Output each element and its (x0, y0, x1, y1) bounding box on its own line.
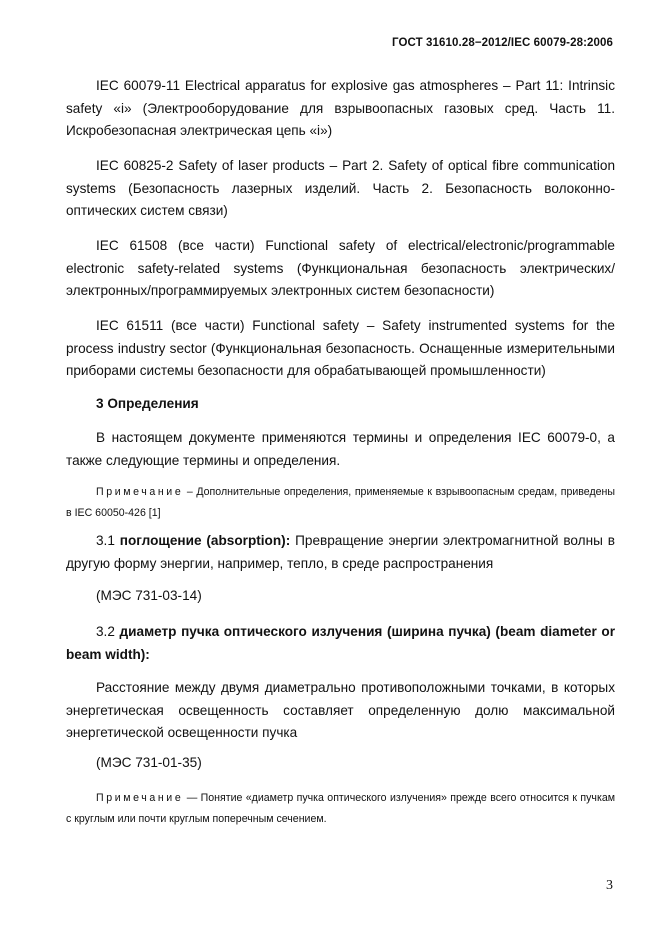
definition-text: Превращение энергии электромагнитной волны в другую форму энергии, например, тепло, в среде распространения (66, 533, 615, 571)
reference-iec-60825-2: IEC 60825-2 Safety of laser products – Part 2. Safety of optical fibre communication systems (Безопасность лазерных изделий. Часть 2. Безопасность волоконно-оптических систем связи) (66, 158, 615, 218)
page-header-standard: ГОСТ 31610.28−2012/IEC 60079-28:2006 (392, 37, 613, 49)
reference-iec-60079-11: IEC 60079-11 Electrical apparatus for explosive gas atmospheres – Part 11: Intrinsic safety «i» (Электрооборудование для взрывоопасных газовых сред. Часть 11. Искробезопасная электрическая цепь «i») (66, 78, 615, 138)
note-label: Примечание (96, 486, 184, 498)
section-heading-definitions: 3 Определения (96, 396, 199, 411)
definition-3-2-text: Расстояние между двумя диаметрально противоположными точками, в которых энергетическая освещенность составляет определенную долю максимальной энергетической освещенности пучка (66, 680, 615, 740)
definition-number: 3.2 (96, 624, 120, 639)
note-additional-definitions (66, 482, 615, 524)
definition-term: диаметр пучка оптического излучения (ширина пучка) (beam diameter or beam width): (66, 624, 615, 662)
note-beam-diameter (66, 788, 615, 830)
page-number: 3 (606, 878, 613, 893)
definition-3-2 (66, 621, 615, 666)
definition-number: 3.1 (96, 533, 120, 548)
reference-iec-61508: IEC 61508 (все части) Functional safety of electrical/electronic/programmable electronic safety-related systems (Функциональная безопасность электрических/электронных/программируемых электронных систем безопасности) (66, 238, 615, 298)
definition-3-1-reference: (МЭС 731-03-14) (96, 588, 202, 603)
definition-3-2-reference: (МЭС 731-01-35) (96, 755, 202, 770)
definition-term: поглощение (absorption): (119, 533, 291, 548)
definitions-intro: В настоящем документе применяются термины и определения IEC 60079-0, а также следующие термины и определения. (66, 430, 615, 468)
note-text: — Понятие «диаметр пучка оптического излучения» прежде всего относится к пучкам с круглым или почти круглым поперечным сечением. (66, 792, 615, 825)
definition-3-1 (66, 530, 615, 575)
note-label: Примечание (96, 792, 184, 804)
reference-iec-61511: IEC 61511 (все части) Functional safety – Safety instrumented systems for the process industry sector (Функциональная безопасность. Оснащенные измерительными приборами системы безопасности для обрабатывающей промышленности) (66, 318, 615, 378)
note-text: – Дополнительные определения, применяемые к взрывоопасным средам, приведены в IEC 60050-426 [1] (66, 486, 615, 519)
